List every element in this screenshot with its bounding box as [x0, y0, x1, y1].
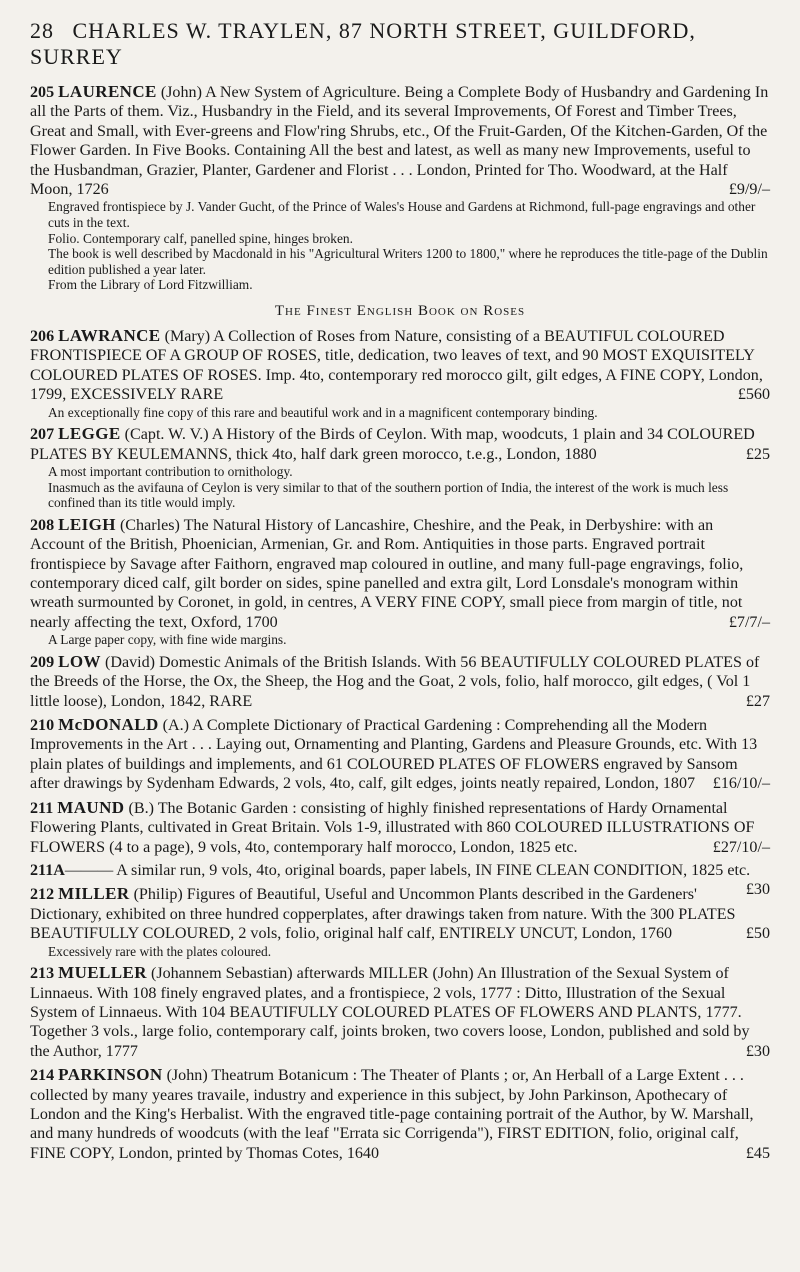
page-header	[30, 18, 770, 70]
section-title: The Finest English Book on Roses	[274, 303, 526, 319]
entry-note: From the Library of Lord Fitzwilliam.	[48, 277, 253, 293]
entry-text: (John) A New System of Agriculture. Being a Complete Body of Husbandry and Gardening In all the Parts of them. Viz., Husbandry in the Field, and its several Improvements, Of Forest and Timber Trees, Great and Small, with Ever-greens and Flow'ring Shrubs, etc., Of the Fruit-Garden, Of the Kitchen-Garden, Of the Flower Garden. In Five Books. Containing All the best and latest, as well as many new Improvements, useful to the Husbandman, Grazier, Planter, Gardener and Florist . . . London, Printed for Tho. Woodward, at the Half Moon, 1726	[30, 84, 769, 199]
entry-note: The book is well described by Macdonald in his "Agricultural Writers 1200 to 1800," where he reproduces the title-page of the Dublin edition published a year later.	[48, 246, 768, 277]
entry-text: (Charles) The Natural History of Lancashire, Cheshire, and the Peak, in Derbyshire: with an Account of the British, Phoenician, Armenian, Gr. and Rom. Antiquities in those parts. Engraved portrait frontispiece by Savage after Faithorn, engraved map coloured in outline, and many full-page engravings, folio, contemporary diced calf, gilt border on sides, spine panelled and extra gilt, Lord Lonsdale's monogram within wreath surmounted by Coronet, in gold, in centres, A VERY FINE COPY, small piece from margin of title, not nearly affecting the text, Oxford, 1700	[30, 516, 744, 631]
entry-price: £25	[745, 445, 770, 463]
entry-text: A similar run, 9 vols, 4to, original boards, paper labels, IN FINE CLEAN CONDITION, 1825 etc.	[116, 861, 751, 879]
entry-number: 211A	[30, 861, 65, 879]
entry-number: 207	[30, 426, 55, 444]
entry-text: (Capt. W. V.) A History of the Birds of Ceylon. With map, woodcuts, 1 plain and 34 COLOURED PLATES BY KEULEMANNS, thick 4to, half dark green morocco, t.e.g., London, 1880	[30, 426, 755, 463]
entry-number: 212	[30, 886, 55, 904]
entries-list	[30, 82, 770, 1163]
entry-note: A Large paper copy, with fine wide margins.	[48, 632, 287, 648]
catalogue-entry	[30, 1065, 770, 1163]
entry-price: £9/9/–	[728, 181, 770, 199]
entry-author: McDONALD	[58, 715, 159, 735]
entry-note: Inasmuch as the avifauna of Ceylon is very similar to that of the southern portion of India, the interest of the work is much less confined than its title would imply.	[48, 479, 729, 511]
entry-number: 214	[30, 1067, 55, 1085]
entry-number: 209	[30, 653, 55, 671]
entry-price: £30	[745, 1042, 770, 1060]
entry-text: (Mary) A Collection of Roses from Nature, consisting of a BEAUTIFUL COLOURED FRONTISPIECE OF A GROUP OF ROSES, title, dedication, two leaves of text, and 90 MOST EXQUISITELY COLOURED PLATES OF ROSES. Imp. 4to, contemporary red morocco gilt, gilt edges, A FINE COPY, London, 1799, EXCESSIVELY RARE	[30, 328, 763, 404]
entry-price: £7/7/–	[728, 613, 770, 631]
entry-author: MILLER	[58, 884, 130, 904]
entry-author: LAURENCE	[58, 82, 157, 101]
entry-price: £45	[745, 1144, 770, 1162]
catalogue-entry	[30, 715, 770, 794]
catalogue-entry	[30, 652, 770, 711]
entry-number: 213	[30, 965, 55, 983]
entry-note: Folio. Contemporary calf, panelled spine, hinges broken.	[48, 230, 353, 246]
entry-text: (B.) The Botanic Garden : consisting of highly finished representations of Hardy Ornamental Flowering Plants, cultivated in Great Britain. Vols 1-9, illustrated with 860 COLOURED ILLUSTRATIONS OF FLOWERS (4 to a page), 9 vols, 4to, contemporary half morocco, London, 1825 etc.	[30, 799, 755, 856]
entry-author: LOW	[58, 651, 101, 671]
entry-author: LEIGH	[58, 514, 116, 534]
entry-text: (A.) A Complete Dictionary of Practical Gardening : Comprehending all the Modern Improvements in the Art . . . Laying out, Ornamenting and Planting, Gardens and Pleasure Grounds, etc. With 13 plain plates of buildings and implements, and 61 COLOURED PLATES OF FLOWERS engraved by Sansom after drawings by Sydenham Edwards, 2 vols, 4to, calf, gilt edges, joints neatly repaired, London, 1807	[30, 717, 758, 793]
entry-author: LEGGE	[58, 424, 121, 444]
entry-note: An exceptionally fine copy of this rare and beautiful work and in a magnificent contemporary binding.	[48, 404, 598, 420]
entry-number: 208	[30, 516, 55, 534]
entry-note: Excessively rare with the plates coloured.	[48, 943, 272, 959]
entry-dash: ———	[64, 861, 114, 879]
entry-text: (John) Theatrum Botanicum : The Theater of Plants ; or, An Herball of a Large Extent . . . collected by many yeares travaile, industry and experience in this subject, by John Parkinson, Apothecary of London and the King's Herbalist. With the engraved title-page containing portrait of the Author, by W. Marshall, and many hundreds of woodcuts (with the leaf "Errata sic Corrigenda"), FIRST EDITION, folio, original calf, FINE COPY, London, printed by Thomas Cotes, 1640	[30, 1067, 754, 1162]
entry-price: £27/10/–	[712, 838, 770, 856]
entry-price: £50	[745, 925, 770, 943]
entry-author: LAWRANCE	[58, 326, 161, 345]
entry-text: (Philip) Figures of Beautiful, Useful and Uncommon Plants described in the Gardeners' Dictionary, exhibited on three hundred copperplates, after drawings taken from nature. With the 300 PLATES BEAUTIFULLY COLOURED, 2 vols, folio, original half calf, ENTIRELY UNCUT, London, 1760	[30, 886, 736, 943]
entry-note: Engraved frontispiece by J. Vander Gucht, of the Prince of Wales's House and Gardens at Richmond, full-page engravings and other cuts in the text.	[48, 199, 756, 231]
catalogue-entry	[30, 963, 770, 1061]
entry-text: (David) Domestic Animals of the British Islands. With 56 BEAUTIFULLY COLOURED PLATES of the Breeds of the Horse, the Ox, the Sheep, the Hog and the Goat, 2 vols, folio, half morocco, gilt edges, ( Vol 1 little loose), London, 1842, RARE	[30, 653, 760, 710]
entry-price: £27	[745, 692, 770, 710]
entry-price: £16/10/–	[712, 775, 770, 793]
catalogue-entry	[30, 424, 770, 511]
entry-author: MAUND	[57, 797, 125, 817]
entry-number: 205	[30, 84, 55, 101]
catalogue-entry	[30, 326, 770, 420]
page-number: 28	[30, 18, 54, 43]
entry-price: £30	[745, 881, 770, 899]
entry-author: PARKINSON	[58, 1065, 163, 1085]
entry-note: A most important contribution to ornithology.	[48, 464, 293, 480]
entry-number: 211	[30, 799, 54, 817]
entry-price: £560	[737, 386, 770, 404]
catalogue-entry	[30, 515, 770, 648]
catalogue-entry	[30, 82, 770, 293]
catalogue-entry	[30, 884, 770, 959]
entry-author: MUELLER	[58, 963, 147, 983]
entry-number: 206	[30, 328, 55, 345]
catalogue-entry	[30, 798, 770, 857]
entry-text: (Johannem Sebastian) afterwards MILLER (John) An Illustration of the Sexual System of Linnaeus. With 108 finely engraved plates, and a frontispiece, 2 vols, 1777 : Ditto, Illustration of the Sexual System of Linnaeus. With 104 BEAUTIFULLY COLOURED PLATES OF FLOWERS AND PLANTS, 1777. Together 3 vols., large folio, contemporary calf, joints broken, two covers loose, London, published and sold by the Author, 1777	[30, 965, 750, 1060]
page-running-title: CHARLES W. TRAYLEN, 87 NORTH STREET, GUILDFORD, SURREY	[30, 18, 696, 69]
entry-number: 210	[30, 717, 55, 735]
